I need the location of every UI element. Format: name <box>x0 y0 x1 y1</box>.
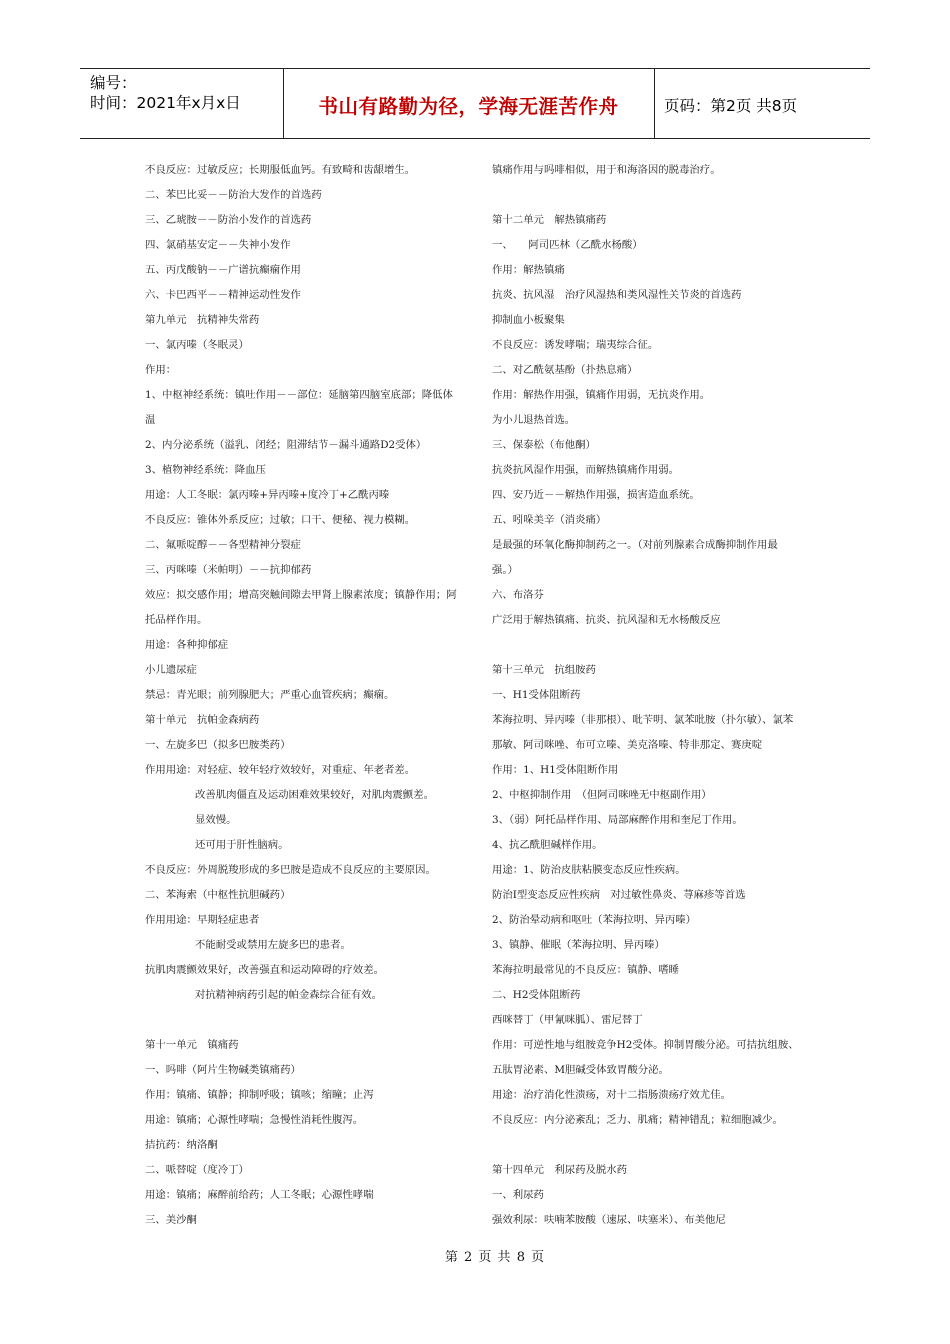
text-line: 第十二单元 解热镇痛药 <box>492 214 607 226</box>
text-line: 五、吲哚美辛（消炎痛） <box>492 514 607 526</box>
text-line: 二、苯巴比妥－－防治大发作的首选药 <box>145 189 322 201</box>
text-line: 用途：人工冬眠：氯丙嗪+异丙嗪+度冷丁+乙酰丙嗪 <box>145 489 390 501</box>
text-line: 还可用于肝性脑病。 <box>195 839 289 851</box>
header-motto-cell <box>283 69 655 138</box>
header-page-code: 页码：第2页 共8页 <box>664 97 798 115</box>
text-line: 为小儿退热首选。 <box>492 414 576 426</box>
text-line: 2、内分泌系统（溢乳、闭经；阻滞结节－漏斗通路D2受体） <box>145 439 427 451</box>
text-line: 苯海拉明、异丙嗪（非那根）、吡苄明、氯苯吡胺（扑尔敏）、氯苯 <box>492 714 794 726</box>
text-line: 改善肌肉僵直及运动困难效果较好，对肌肉震颤差。 <box>195 789 434 801</box>
header-motto: 书山有路勤为径，学海无涯苦作舟 <box>318 95 619 118</box>
text-line: 那敏、阿司咪唑、布可立嗪、美克洛嗪、特非那定、赛庚啶 <box>492 739 763 751</box>
page-header <box>80 68 870 139</box>
text-line: 不能耐受或禁用左旋多巴的患者。 <box>195 939 351 951</box>
footer-page-number: 第 2 页 共 8 页 <box>444 1250 546 1265</box>
text-line: 效应：拟交感作用；增高突触间隙去甲肾上腺素浓度；镇静作用；阿 <box>145 589 457 601</box>
text-line: 五肽胃泌素、M胆碱受体致胃酸分泌。 <box>492 1064 669 1076</box>
blank-line <box>492 183 822 208</box>
text-line: 不良反应：诱发哮喘；瑞夷综合征。 <box>492 339 659 351</box>
text-line: 广泛用于解热镇痛、抗炎、抗风湿和无水杨酸反应 <box>492 614 721 626</box>
text-line: 作用用途：对轻症、较年轻疗效较好，对重症、年老者差。 <box>145 764 416 776</box>
text-line: 不良反应：过敏反应；长期服低血钙。有致畸和齿龈增生。 <box>145 164 416 176</box>
text-line: 强。） <box>492 564 518 576</box>
text-line: 显效慢。 <box>195 814 237 826</box>
text-line: 抗炎抗风湿作用强，而解热镇痛作用弱。 <box>492 464 680 476</box>
text-line: 不良反应：外周脱羧形成的多巴胺是造成不良反应的主要原因。 <box>145 864 436 876</box>
text-line: 第十四单元 利尿药及脱水药 <box>492 1164 628 1176</box>
text-line: 三、乙琥胺－－防治小发作的首选药 <box>145 214 312 226</box>
text-line: 4、抗乙酰胆碱样作用。 <box>492 839 603 851</box>
text-line: 第十三单元 抗组胺药 <box>492 664 596 676</box>
text-line: 作用：1、H1受体阻断作用 <box>492 764 619 776</box>
text-line: 禁忌：青光眼；前列腺肥大；严重心血管疾病；癫痫。 <box>145 689 395 701</box>
text-line: 一、H1受体阻断药 <box>492 689 581 701</box>
blank-line <box>492 633 822 658</box>
text-line: 不良反应：内分泌紊乱；乏力、肌痛；精神错乱；粒细胞减少。 <box>492 1114 783 1126</box>
text-line: 强效利尿：呋喃苯胺酸（速尿、呋塞米）、布美他尼 <box>492 1214 726 1226</box>
text-line: 苯海拉明最常见的不良反应：镇静、嗜睡 <box>492 964 680 976</box>
text-line: 用途：治疗消化性溃疡，对十二指肠溃疡疗效尤佳。 <box>492 1089 731 1101</box>
text-line: 第九单元 抗精神失常药 <box>145 314 260 326</box>
document-code-label: 编号： <box>90 74 137 92</box>
document-date: 时间：2021年x月x日 <box>90 94 241 112</box>
text-line: 作用：可逆性地与组胺竞争H2受体。抑制胃酸分泌。可拮抗组胺、 <box>492 1039 799 1051</box>
text-line: 一、利尿药 <box>492 1189 544 1201</box>
text-line: 六、布洛芬 <box>492 589 544 601</box>
text-line: 作用：解热作用强，镇痛作用弱，无抗炎作用。 <box>492 389 711 401</box>
text-line: 拮抗药：纳洛酮 <box>145 1139 218 1151</box>
text-line: 小儿遗尿症 <box>145 664 197 676</box>
text-line: 五、丙戊酸钠－－广谱抗癫痫作用 <box>145 264 301 276</box>
text-line: 2、中枢抑制作用 （但阿司咪唑无中枢副作用） <box>492 789 712 801</box>
text-line: 抗炎、抗风湿 治疗风湿热和类风湿性关节炎的首选药 <box>492 289 742 301</box>
text-line: 二、哌替啶（度冷丁） <box>145 1164 249 1176</box>
text-line: 对抗精神病药引起的帕金森综合征有效。 <box>195 989 383 1001</box>
text-line: 一、左旋多巴（拟多巴胺类药） <box>145 739 291 751</box>
blank-line <box>145 1008 475 1033</box>
text-line: 3、镇静、催眠（苯海拉明、异丙嗪） <box>492 939 665 951</box>
text-line: 作用：镇痛、镇静；抑制呼吸；镇咳；缩瞳；止泻 <box>145 1089 374 1101</box>
right-column <box>492 158 822 1233</box>
text-line: 用途：镇痛；心源性哮喘；急慢性消耗性腹泻。 <box>145 1114 364 1126</box>
text-line: 是最强的环氧化酶抑制药之一。（对前列腺素合成酶抑制作用最 <box>492 539 778 551</box>
text-line: 作用： <box>145 364 177 376</box>
text-line: 三、美沙酮 <box>145 1214 197 1226</box>
text-line: 镇痛作用与吗啡相似，用于和海洛因的脱毒治疗。 <box>492 164 721 176</box>
text-line: 一、氯丙嗪（冬眠灵） <box>145 339 249 351</box>
text-line: 用途：1、防治皮肤粘膜变态反应性疾病。 <box>492 864 686 876</box>
text-line: 托品样作用。 <box>145 614 208 626</box>
page-footer <box>0 1246 950 1265</box>
text-line: 四、氯硝基安定－－失神小发作 <box>145 239 291 251</box>
text-line: 防治I型变态反应性疾病 对过敏性鼻炎、荨麻疹等首选 <box>492 889 746 901</box>
text-line: 作用用途：早期轻症患者 <box>145 914 260 926</box>
text-line: 1、中枢神经系统：镇吐作用－－部位：延脑第四脑室底部；降低体 <box>145 389 453 401</box>
text-line: 三、丙咪嗪（米帕明）－－抗抑郁药 <box>145 564 312 576</box>
text-line: 一、吗啡（阿片生物碱类镇痛药） <box>145 1064 301 1076</box>
text-line: 2、防治晕动病和呕吐（苯海拉明、异丙嗪） <box>492 914 697 926</box>
header-info-cell <box>80 69 284 138</box>
text-line: 3、（弱）阿托品样作用、局部麻醉作用和奎尼丁作用。 <box>492 814 743 826</box>
text-line: 西咪替丁（甲氰咪胍）、雷尼替丁 <box>492 1014 643 1026</box>
text-line: 作用：解热镇痛 <box>492 264 565 276</box>
text-line: 二、氟哌啶醇－－各型精神分裂症 <box>145 539 301 551</box>
text-line: 用途：各种抑郁症 <box>145 639 229 651</box>
left-column <box>145 158 475 1233</box>
text-line: 三、保泰松（布他酮） <box>492 439 596 451</box>
text-line: 不良反应：锥体外系反应；过敏；口干、便秘、视力模糊。 <box>145 514 416 526</box>
text-line: 二、H2受体阻断药 <box>492 989 581 1001</box>
text-line: 二、苯海索（中枢性抗胆碱药） <box>145 889 291 901</box>
text-line: 六、卡巴西平－－精神运动性发作 <box>145 289 301 301</box>
text-line: 第十单元 抗帕金森病药 <box>145 714 260 726</box>
text-line: 四、安乃近－－解热作用强，损害造血系统。 <box>492 489 700 501</box>
text-line: 第十一单元 镇痛药 <box>145 1039 239 1051</box>
text-line: 一、 阿司匹林（乙酰水杨酸） <box>492 239 643 251</box>
text-line: 抑制血小板聚集 <box>492 314 565 326</box>
text-line: 温 <box>145 414 156 426</box>
text-line: 3、植物神经系统：降血压 <box>145 464 266 476</box>
text-line: 用途：镇痛；麻醉前给药；人工冬眠；心源性哮喘 <box>145 1189 374 1201</box>
blank-line <box>492 1133 822 1158</box>
text-line: 二、对乙酰氨基酚（扑热息痛） <box>492 364 638 376</box>
text-line: 抗肌肉震颤效果好，改善强直和运动障碍的疗效差。 <box>145 964 384 976</box>
header-page-cell <box>654 69 870 138</box>
